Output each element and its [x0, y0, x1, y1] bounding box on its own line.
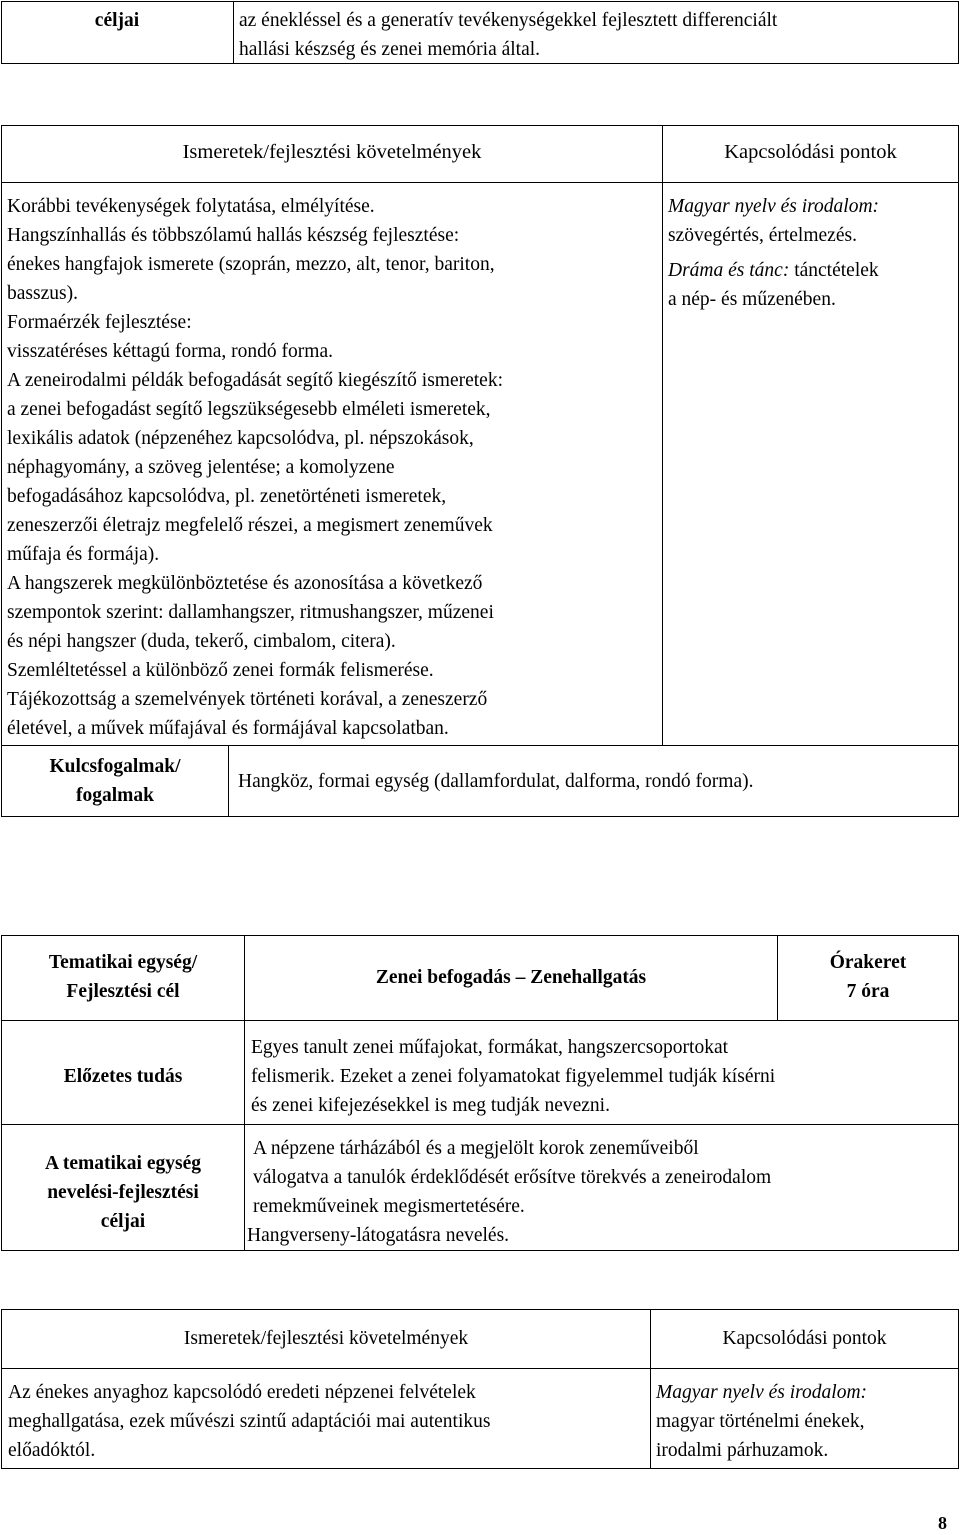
connection-detail: magyar történelmi énekek,	[656, 1411, 865, 1432]
text-line: felismerik. Ezeket a zenei folyamatokat figyelemmel tudják kísérni	[251, 1066, 776, 1087]
text-line: Formaérzék fejlesztése:	[7, 312, 192, 333]
table-4-header-divider	[1, 1368, 959, 1369]
text-line: az énekléssel és a generatív tevékenységekkel fejlesztett differenciált	[239, 10, 778, 31]
tematikai-egyseg-label	[2, 948, 244, 1006]
connection-subject: Magyar nyelv és irodalom:	[656, 1382, 868, 1403]
label-line: Tematikai egység/	[48, 952, 198, 973]
text-line: meghallgatása, ezek művészi szintű adaptációi mai autentikus	[8, 1411, 491, 1432]
connection-detail: irodalmi párhuzamok.	[656, 1440, 829, 1461]
celjai-extra-text: Hangverseny-látogatásra nevelés.	[247, 1225, 510, 1246]
text-line: lexikális adatok (népzenéhez kapcsolódva, pl. népszokások,	[7, 428, 474, 449]
connection-subject	[668, 192, 879, 221]
table-1-divider	[233, 1, 234, 64]
text-line: válogatva a tanulók érdeklődését erősítve törekvés a zeneirodalom	[253, 1167, 772, 1188]
text-line: a zenei befogadást segítő legszükségesebb elméleti ismeretek,	[7, 399, 491, 420]
subject-detail: tánctételek	[789, 260, 879, 281]
subject-name: Dráma és tánc:	[668, 260, 790, 281]
text-line: és zenei kifejezésekkel is meg tudják nevezni.	[251, 1095, 610, 1116]
table-2-header-divider	[1, 182, 959, 183]
text-line: Tájékozottság a szemelvények történeti korával, a zeneszerző	[7, 689, 488, 710]
label-line: fogalmak	[76, 785, 154, 806]
celjai-label	[2, 1149, 244, 1236]
table-2-kulcs-divider	[1, 745, 959, 746]
text-line: Szemléltetéssel a különböző zenei formák felismerése.	[7, 660, 434, 681]
text-line: Korábbi tevékenységek folytatása, elmélyítése.	[7, 196, 375, 217]
connection-subject	[668, 256, 879, 285]
text-line: visszatéréses kéttagú forma, rondó forma.	[7, 341, 333, 362]
text-line: szempontok szerint: dallamhangszer, ritmushangszer, műzenei	[7, 602, 494, 623]
kulcsfogalmak-label	[2, 752, 228, 810]
unit-title: Zenei befogadás – Zenehallgatás	[375, 967, 647, 988]
connection-detail: a nép- és műzenében.	[668, 289, 836, 310]
kulcsfogalmak-text: Hangköz, formai egység (dallamfordulat, dalforma, rondó forma).	[238, 771, 754, 792]
text-line: A népzene tárházából és a megjelölt korok zeneműveiből	[253, 1138, 699, 1159]
table-3-header-divider	[1, 1020, 959, 1021]
label-line: nevelési-fejlesztési	[47, 1182, 199, 1203]
text-line: énekes hangfajok ismerete (szoprán, mezzo, alt, tenor, bariton,	[7, 254, 495, 275]
table-2-requirements-text	[7, 192, 503, 743]
table-4-connections-text	[656, 1378, 867, 1465]
celjai-text	[253, 1134, 771, 1221]
label-line: A tematikai egység	[45, 1153, 201, 1174]
text-line: remekműveinek megismertetésére.	[253, 1196, 525, 1217]
table-1-text	[239, 6, 777, 64]
text-line: életével, a művek műfajával és formájával kapcsolatban.	[7, 718, 449, 739]
text-line: Egyes tanult zenei műfajokat, formákat, hangszercsoportokat	[251, 1037, 729, 1058]
table-2-connections-text	[668, 192, 879, 314]
text-line: és népi hangszer (duda, tekerő, cimbalom, citera).	[7, 631, 396, 652]
subject-name: Magyar nyelv és irodalom:	[668, 196, 880, 217]
orakeret	[778, 948, 958, 1006]
table-2-column-divider	[662, 125, 663, 745]
table-2-kulcs-column-divider	[228, 745, 229, 817]
text-line: előadóktól.	[8, 1440, 96, 1461]
table-1-label: céljai	[94, 10, 140, 31]
text-line: basszus).	[7, 283, 78, 304]
text-line: zeneszerzői életrajz megfelelő részei, a megismert zeneművek	[7, 515, 493, 536]
label-line: céljai	[100, 1211, 146, 1232]
table-2-header-connections: Kapcsolódási pontok	[724, 141, 897, 163]
text-line: néphagyomány, a szöveg jelentése; a komolyzene	[7, 457, 395, 478]
orakeret-label: Órakeret	[829, 952, 907, 973]
text-line: Hangszínhallás és többszólamú hallás készség fejlesztése:	[7, 225, 460, 246]
text-line: befogadásához kapcsolódva, pl. zenetörténeti ismeretek,	[7, 486, 447, 507]
orakeret-value: 7 óra	[846, 981, 890, 1002]
page-number: 8	[938, 1513, 947, 1533]
table-2-header-requirements: Ismeretek/fejlesztési követelmények	[182, 141, 482, 163]
connection-detail: szövegértés, értelmezés.	[668, 225, 857, 246]
text-line: műfaja és formája).	[7, 544, 160, 565]
table-4-header-connections: Kapcsolódási pontok	[722, 1328, 887, 1349]
text-line: A zeneirodalmi példák befogadását segítő kiegészítő ismeretek:	[7, 370, 503, 391]
elozetes-tudas-text	[251, 1033, 775, 1120]
table-4-requirements-text	[8, 1378, 490, 1465]
elozetes-tudas-label: Előzetes tudás	[63, 1066, 183, 1087]
text-line: Az énekes anyaghoz kapcsolódó eredeti népzenei felvételek	[8, 1382, 476, 1403]
text-line: A hangszerek megkülönböztetése és azonosítása a következő	[7, 573, 483, 594]
label-line: Kulcsfogalmak/	[49, 756, 181, 777]
label-line: Fejlesztési cél	[66, 981, 180, 1002]
table-3-row-divider	[1, 1124, 959, 1125]
text-line: hallási készség és zenei memória által.	[239, 39, 541, 60]
table-4-header-requirements: Ismeretek/fejlesztési követelmények	[183, 1328, 469, 1349]
